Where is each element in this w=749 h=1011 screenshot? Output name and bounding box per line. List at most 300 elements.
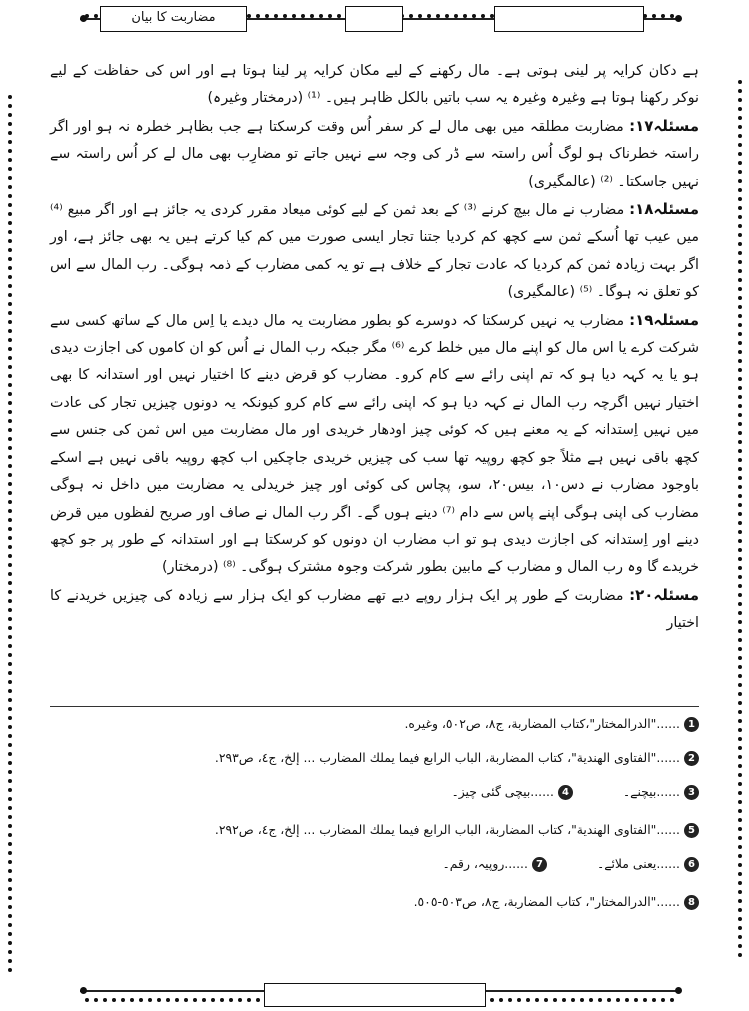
footnote-number-7: 7 xyxy=(532,857,547,872)
border-dot xyxy=(738,557,742,561)
border-dot xyxy=(292,14,296,18)
border-dot xyxy=(8,365,12,369)
border-dot xyxy=(738,548,742,552)
border-dot xyxy=(738,620,742,624)
border-dot xyxy=(8,194,12,198)
border-dot xyxy=(738,881,742,885)
border-dot xyxy=(8,401,12,405)
page-body xyxy=(50,58,699,638)
border-dot xyxy=(112,998,116,1002)
footnote-number-1: 1 xyxy=(684,717,699,732)
border-dot xyxy=(589,998,593,1002)
border-dot xyxy=(738,836,742,840)
border-dot xyxy=(625,998,629,1002)
border-dot xyxy=(738,854,742,858)
border-dot xyxy=(738,728,742,732)
border-dot xyxy=(738,566,742,570)
border-dot xyxy=(256,14,260,18)
paragraph-1 xyxy=(50,58,699,113)
border-dot xyxy=(738,818,742,822)
border-dot xyxy=(738,89,742,93)
border-dot xyxy=(738,350,742,354)
border-dot xyxy=(738,926,742,930)
footnote-1 xyxy=(404,714,699,734)
border-dot xyxy=(738,197,742,201)
border-dot xyxy=(738,539,742,543)
border-dot xyxy=(738,701,742,705)
border-dot xyxy=(8,536,12,540)
border-dot xyxy=(8,815,12,819)
border-dot xyxy=(517,998,521,1002)
border-dot xyxy=(8,221,12,225)
border-dot xyxy=(738,233,742,237)
border-dot xyxy=(738,377,742,381)
masla-20-heading: مسئلہ۲۰: xyxy=(629,585,699,604)
border-dot xyxy=(738,287,742,291)
border-dot xyxy=(738,152,742,156)
border-dot xyxy=(738,368,742,372)
border-dot xyxy=(738,755,742,759)
border-dot xyxy=(738,683,742,687)
border-dot xyxy=(738,449,742,453)
footnote-number-8: 8 xyxy=(684,895,699,910)
border-dot xyxy=(738,395,742,399)
border-dot xyxy=(738,602,742,606)
border-dot xyxy=(643,998,647,1002)
border-dot xyxy=(8,752,12,756)
footnote-3 xyxy=(623,782,699,802)
border-dot xyxy=(8,554,12,558)
border-dot xyxy=(738,143,742,147)
footnote-6 xyxy=(597,854,699,874)
border-dot xyxy=(738,494,742,498)
border-dot xyxy=(738,251,742,255)
border-dot xyxy=(8,509,12,513)
border-dot xyxy=(8,905,12,909)
border-dot xyxy=(8,563,12,567)
border-dot xyxy=(8,581,12,585)
masla-19-text: مضارب یہ نہیں کرسکتا کہ دوسرے کو بطور مضاربت یہ مال دیدے یا اِس مال کے ساتھ کسی سے شرکت کرے یا اس مال کو اپنے مال میں خلط کرے ⁽⁶⁾ مگر جبکہ رب المال نے اُس کو ان کاموں کی اجازت دیدی ہو یا یہ کہہ دیا ہو کہ تم اپنی رائے سے کام کرو۔ مضارب کو قرض دینے کا اختیار نہیں اور استدانہ کا بھی اختیار نہیں اگرچہ رب المال نے کہہ دیا ہو کہ اپنی رائے سے کام کرو کیونکہ یہ دونوں چیزیں تجار کی عادت میں نہیں اِستدانہ کے یہ معنے ہیں کہ کوئی چیز اودھار خریدی اور مال مضاربت میں اس ثمن کی جنس سے کچھ باقی نہیں ہے مثلاً جو کچھ روپیہ تھا سب کی چیزیں خریدی جاچکیں اب کچھ روپیہ باقی نہیں ہے اسکے باوجود مضارب نے دس۱۰، بیس۲۰، سو، پچاس کی کوئی اور چیز خریدلی یہ مضاربت میں داخل نہ ہوگی مضارب کی اپنی ہوگی اپنے پاس سے دام ⁽⁷⁾ دینے ہوں گے۔ اگر رب المال نے صاف اور صریح لفظوں میں قرض دینے اور اِستدانہ کی اجازت دیدی ہو تو اب مضارب ان دونوں کو کرسکتا ہے اور استدانہ کے طور پر جو کچھ خریدے گا وہ رب المال و مضارب کے مابین بطور شرکت وجوہ مشترک ہوگی۔ ⁽⁸⁾ (درمختار) xyxy=(50,312,699,576)
border-dot xyxy=(481,14,485,18)
border-dot xyxy=(738,638,742,642)
border-dot xyxy=(8,770,12,774)
chapter-title: مضاربت کا بیان xyxy=(131,10,216,25)
border-dot xyxy=(8,473,12,477)
border-dot xyxy=(738,575,742,579)
bottom-left-endcap xyxy=(80,987,87,994)
border-dot xyxy=(738,953,742,957)
border-dot xyxy=(499,998,503,1002)
footnote-5 xyxy=(215,820,699,840)
border-dot xyxy=(8,392,12,396)
border-dot xyxy=(436,14,440,18)
border-dot xyxy=(8,761,12,765)
border-dot xyxy=(8,896,12,900)
border-dot xyxy=(738,863,742,867)
footnote-text-1: ......"الدرالمختار"،كتاب المضاربة، ج٨، ص٥٠٢، وغيره. xyxy=(404,716,680,731)
footnote-4 xyxy=(451,782,572,802)
border-dot xyxy=(738,98,742,102)
border-dot xyxy=(544,998,548,1002)
border-dot xyxy=(8,275,12,279)
border-dot xyxy=(8,806,12,810)
border-dot xyxy=(8,743,12,747)
border-dot xyxy=(738,188,742,192)
border-dot xyxy=(738,80,742,84)
header-right-box xyxy=(494,6,644,32)
right-dotted-border xyxy=(736,80,744,960)
border-dot xyxy=(738,782,742,786)
border-dot xyxy=(8,608,12,612)
border-dot xyxy=(738,305,742,309)
border-dot xyxy=(738,476,742,480)
masla-20-text: مضاربت کے طور پر ایک ہزار روپے دیے تھے مضارب کو ایک ہزار سے زیادہ کی چیزیں خریدنے کا اختیار xyxy=(50,587,699,632)
border-dot xyxy=(8,158,12,162)
border-dot xyxy=(8,140,12,144)
border-dot xyxy=(738,719,742,723)
border-dot xyxy=(8,797,12,801)
border-dot xyxy=(8,338,12,342)
footnote-number-6: 6 xyxy=(684,857,699,872)
border-dot xyxy=(738,224,742,228)
border-dot xyxy=(8,374,12,378)
border-dot xyxy=(283,14,287,18)
border-dot xyxy=(238,998,242,1002)
border-dot xyxy=(535,998,539,1002)
border-dot xyxy=(738,800,742,804)
border-dot xyxy=(8,266,12,270)
border-dot xyxy=(8,248,12,252)
footnote-number-4: 4 xyxy=(558,785,573,800)
border-dot xyxy=(634,998,638,1002)
border-dot xyxy=(738,440,742,444)
border-dot xyxy=(157,998,161,1002)
footnote-text-8: ......"الدرالمختار"، كتاب المضاربة، ج٨، ص٥٠٣-٥٠٥. xyxy=(413,894,680,909)
border-dot xyxy=(8,131,12,135)
border-dot xyxy=(8,212,12,216)
border-dot xyxy=(8,833,12,837)
paragraph-masla-17 xyxy=(50,113,699,196)
border-dot xyxy=(85,14,89,18)
border-dot xyxy=(256,998,260,1002)
border-dot xyxy=(738,890,742,894)
border-dot xyxy=(328,14,332,18)
footnote-2 xyxy=(215,748,699,768)
border-dot xyxy=(738,746,742,750)
border-dot xyxy=(337,14,341,18)
border-dot xyxy=(8,410,12,414)
border-dot xyxy=(738,773,742,777)
border-dot xyxy=(738,341,742,345)
border-dot xyxy=(738,134,742,138)
border-dot xyxy=(8,869,12,873)
paragraph-1-text: ہے دکان کرایہ پر لینی ہوتی ہے۔ مال رکھنے کے لیے مکان کرایہ پر لینا ہوتا ہے اور اس کی حفاظت کے لیے نوکر رکھنا ہوتا ہے وغیرہ وغیرہ یہ سب باتیں بالکل ظاہر ہیں۔ ⁽¹⁾ (درمختار وغیرہ) xyxy=(50,63,699,107)
border-dot xyxy=(8,500,12,504)
border-dot xyxy=(8,707,12,711)
border-dot xyxy=(738,665,742,669)
border-dot xyxy=(94,14,98,18)
footnote-text-3: ......بیچنے۔ xyxy=(622,784,680,799)
border-dot xyxy=(652,998,656,1002)
border-dot xyxy=(738,809,742,813)
border-dot xyxy=(409,14,413,18)
border-dot xyxy=(85,998,89,1002)
border-dot xyxy=(738,593,742,597)
border-dot xyxy=(184,998,188,1002)
border-dot xyxy=(738,296,742,300)
border-dot xyxy=(247,14,251,18)
border-dot xyxy=(738,161,742,165)
border-dot xyxy=(738,467,742,471)
border-dot xyxy=(738,521,742,525)
border-dot xyxy=(274,14,278,18)
border-dot xyxy=(738,908,742,912)
border-dot xyxy=(738,791,742,795)
border-dot xyxy=(8,302,12,306)
border-dot xyxy=(738,458,742,462)
masla-17-heading: مسئلہ۱۷: xyxy=(629,116,699,135)
border-dot xyxy=(738,278,742,282)
border-dot xyxy=(166,998,170,1002)
border-dot xyxy=(130,998,134,1002)
border-dot xyxy=(463,14,467,18)
border-dot xyxy=(738,872,742,876)
border-dot xyxy=(738,386,742,390)
border-dot xyxy=(139,998,143,1002)
border-dot xyxy=(8,842,12,846)
border-dot xyxy=(738,692,742,696)
border-dot xyxy=(193,998,197,1002)
bottom-right-endcap xyxy=(675,987,682,994)
border-dot xyxy=(738,431,742,435)
border-dot xyxy=(738,179,742,183)
border-dot xyxy=(8,941,12,945)
footnote-number-2: 2 xyxy=(684,751,699,766)
border-dot xyxy=(738,647,742,651)
left-dotted-border xyxy=(6,95,14,975)
border-dot xyxy=(8,527,12,531)
border-dot xyxy=(247,998,251,1002)
border-dot xyxy=(738,413,742,417)
chapter-title-box xyxy=(100,6,247,32)
border-dot xyxy=(8,320,12,324)
border-dot xyxy=(103,998,107,1002)
border-dot xyxy=(8,788,12,792)
border-dot xyxy=(738,314,742,318)
border-dot xyxy=(8,734,12,738)
footnote-text-4: ......بیچی گئی چیز۔ xyxy=(451,784,554,799)
border-dot xyxy=(661,998,665,1002)
border-dot xyxy=(738,656,742,660)
border-dot xyxy=(738,503,742,507)
border-dot xyxy=(738,629,742,633)
border-dot xyxy=(8,590,12,594)
border-dot xyxy=(229,998,233,1002)
border-dot xyxy=(319,14,323,18)
border-dot xyxy=(738,332,742,336)
border-dot xyxy=(265,14,269,18)
border-dot xyxy=(8,113,12,117)
border-dot xyxy=(8,968,12,972)
border-dot xyxy=(738,242,742,246)
border-dot xyxy=(738,215,742,219)
border-dot xyxy=(652,14,656,18)
border-dot xyxy=(8,518,12,522)
border-dot xyxy=(738,584,742,588)
border-dot xyxy=(616,998,620,1002)
border-dot xyxy=(148,998,152,1002)
border-dot xyxy=(94,998,98,1002)
masla-18-text: مضارب نے مال بیچ کرنے ⁽³⁾ کے بعد ثمن کے لیے کوئی میعاد مقرر کردی یہ جائز ہے اور اگر مبیع ⁽⁴⁾ میں عیب تھا اُسکے ثمن سے کچھ کم کردیا جتنا تجار ایسی صورت میں کم کیا کرتے ہیں یہ بھی جائز ہے، اور اگر بہت زیادہ ثمن کم کردیا کہ عادت تجار کے خلاف ہے تو یہ کمی مضارب کے ذمہ ہوگی۔ رب المال سے اس کو تعلق نہ ہوگا۔ ⁽⁵⁾ (عالمگیری) xyxy=(50,202,699,301)
border-dot xyxy=(8,464,12,468)
border-dot xyxy=(526,998,530,1002)
border-dot xyxy=(8,176,12,180)
header-page-box xyxy=(345,6,403,32)
border-dot xyxy=(738,260,742,264)
border-dot xyxy=(738,206,742,210)
border-dot xyxy=(8,635,12,639)
masla-18-heading: مسئلہ۱۸: xyxy=(629,200,699,219)
border-dot xyxy=(8,887,12,891)
footnotes xyxy=(50,712,699,952)
border-dot xyxy=(738,323,742,327)
border-dot xyxy=(8,491,12,495)
border-dot xyxy=(738,935,742,939)
footnote-text-2: ......"الفتاوى الهندية"، كتاب المضاربة، الباب الرابع فيما يملك المضارب ... إلخ، ج٤، ص٢٩٣. xyxy=(214,750,680,765)
border-dot xyxy=(670,14,674,18)
border-dot xyxy=(738,422,742,426)
footnote-number-3: 3 xyxy=(684,785,699,800)
border-dot xyxy=(8,680,12,684)
border-dot xyxy=(8,437,12,441)
border-dot xyxy=(670,998,674,1002)
border-dot xyxy=(8,356,12,360)
border-dot xyxy=(738,944,742,948)
paragraph-masla-20 xyxy=(50,582,699,638)
border-dot xyxy=(8,662,12,666)
border-dot xyxy=(8,860,12,864)
border-dot xyxy=(738,710,742,714)
border-dot xyxy=(8,167,12,171)
border-dot xyxy=(8,122,12,126)
masla-17-text: مضاربت مطلقہ میں بھی مال لے کر سفر اُس وقت کرسکتا ہے جب بظاہر خطرہ نہ ہو اور اگر راستہ خطرناک ہو لوگ اُس راستہ سے ڈر کی وجہ سے نہیں جاتے تو مضارِب بھی مال لے کر اُس راستہ سے نہیں جاسکتا۔ ⁽²⁾ (عالمگیری) xyxy=(50,118,699,190)
top-right-endcap xyxy=(675,15,682,22)
border-dot xyxy=(8,383,12,387)
footnote-7 xyxy=(443,854,547,874)
border-dot xyxy=(8,824,12,828)
border-dot xyxy=(8,779,12,783)
border-dot xyxy=(8,257,12,261)
border-dot xyxy=(8,950,12,954)
border-dot xyxy=(8,203,12,207)
border-dot xyxy=(738,845,742,849)
border-dot xyxy=(738,485,742,489)
border-dot xyxy=(8,482,12,486)
border-dot xyxy=(738,116,742,120)
border-dot xyxy=(211,998,215,1002)
border-dot xyxy=(220,998,224,1002)
border-dot xyxy=(738,404,742,408)
paragraph-masla-18 xyxy=(50,196,699,307)
border-dot xyxy=(445,14,449,18)
border-dot xyxy=(738,359,742,363)
border-dot xyxy=(8,725,12,729)
footer-page-box xyxy=(264,983,486,1007)
border-dot xyxy=(562,998,566,1002)
border-dot xyxy=(8,851,12,855)
border-dot xyxy=(8,284,12,288)
border-dot xyxy=(553,998,557,1002)
border-dot xyxy=(8,347,12,351)
border-dot xyxy=(8,959,12,963)
footnote-text-5: ......"الفتاوى الهندية"، كتاب المضاربة، الباب الرابع فيما يملك المضارب ... إلخ، ج٤، ص٢٩٢. xyxy=(214,822,680,837)
footnote-separator xyxy=(50,706,699,707)
border-dot xyxy=(738,512,742,516)
border-dot xyxy=(8,572,12,576)
border-dot xyxy=(472,14,476,18)
border-dot xyxy=(8,104,12,108)
border-dot xyxy=(607,998,611,1002)
footnote-text-6: ......یعنی ملائے۔ xyxy=(596,856,680,871)
border-dot xyxy=(8,689,12,693)
border-dot xyxy=(8,545,12,549)
border-dot xyxy=(738,737,742,741)
border-dot xyxy=(580,998,584,1002)
border-dot xyxy=(175,998,179,1002)
border-dot xyxy=(598,998,602,1002)
border-dot xyxy=(8,626,12,630)
border-dot xyxy=(738,917,742,921)
border-dot xyxy=(8,716,12,720)
border-dot xyxy=(8,230,12,234)
footnote-number-5: 5 xyxy=(684,823,699,838)
border-dot xyxy=(310,14,314,18)
border-dot xyxy=(490,998,494,1002)
border-dot xyxy=(8,329,12,333)
footnote-text-7: ......روپیہ، رقم۔ xyxy=(442,856,528,871)
border-dot xyxy=(738,899,742,903)
border-dot xyxy=(8,914,12,918)
border-dot xyxy=(8,185,12,189)
border-dot xyxy=(8,311,12,315)
border-dot xyxy=(738,107,742,111)
border-dot xyxy=(508,998,512,1002)
border-dot xyxy=(8,428,12,432)
border-dot xyxy=(738,611,742,615)
footnote-8 xyxy=(414,892,699,912)
border-dot xyxy=(738,269,742,273)
border-dot xyxy=(8,671,12,675)
border-dot xyxy=(202,998,206,1002)
border-dot xyxy=(8,698,12,702)
border-dot xyxy=(738,674,742,678)
footnotes-6-7 xyxy=(443,854,699,874)
border-dot xyxy=(738,125,742,129)
border-dot xyxy=(571,998,575,1002)
footnotes-3-4 xyxy=(451,782,699,802)
border-dot xyxy=(8,653,12,657)
border-dot xyxy=(454,14,458,18)
border-dot xyxy=(418,14,422,18)
border-dot xyxy=(8,644,12,648)
border-dot xyxy=(8,419,12,423)
border-dot xyxy=(8,95,12,99)
paragraph-masla-19 xyxy=(50,307,699,582)
border-dot xyxy=(8,617,12,621)
border-dot xyxy=(8,599,12,603)
border-dot xyxy=(738,170,742,174)
border-dot xyxy=(8,239,12,243)
